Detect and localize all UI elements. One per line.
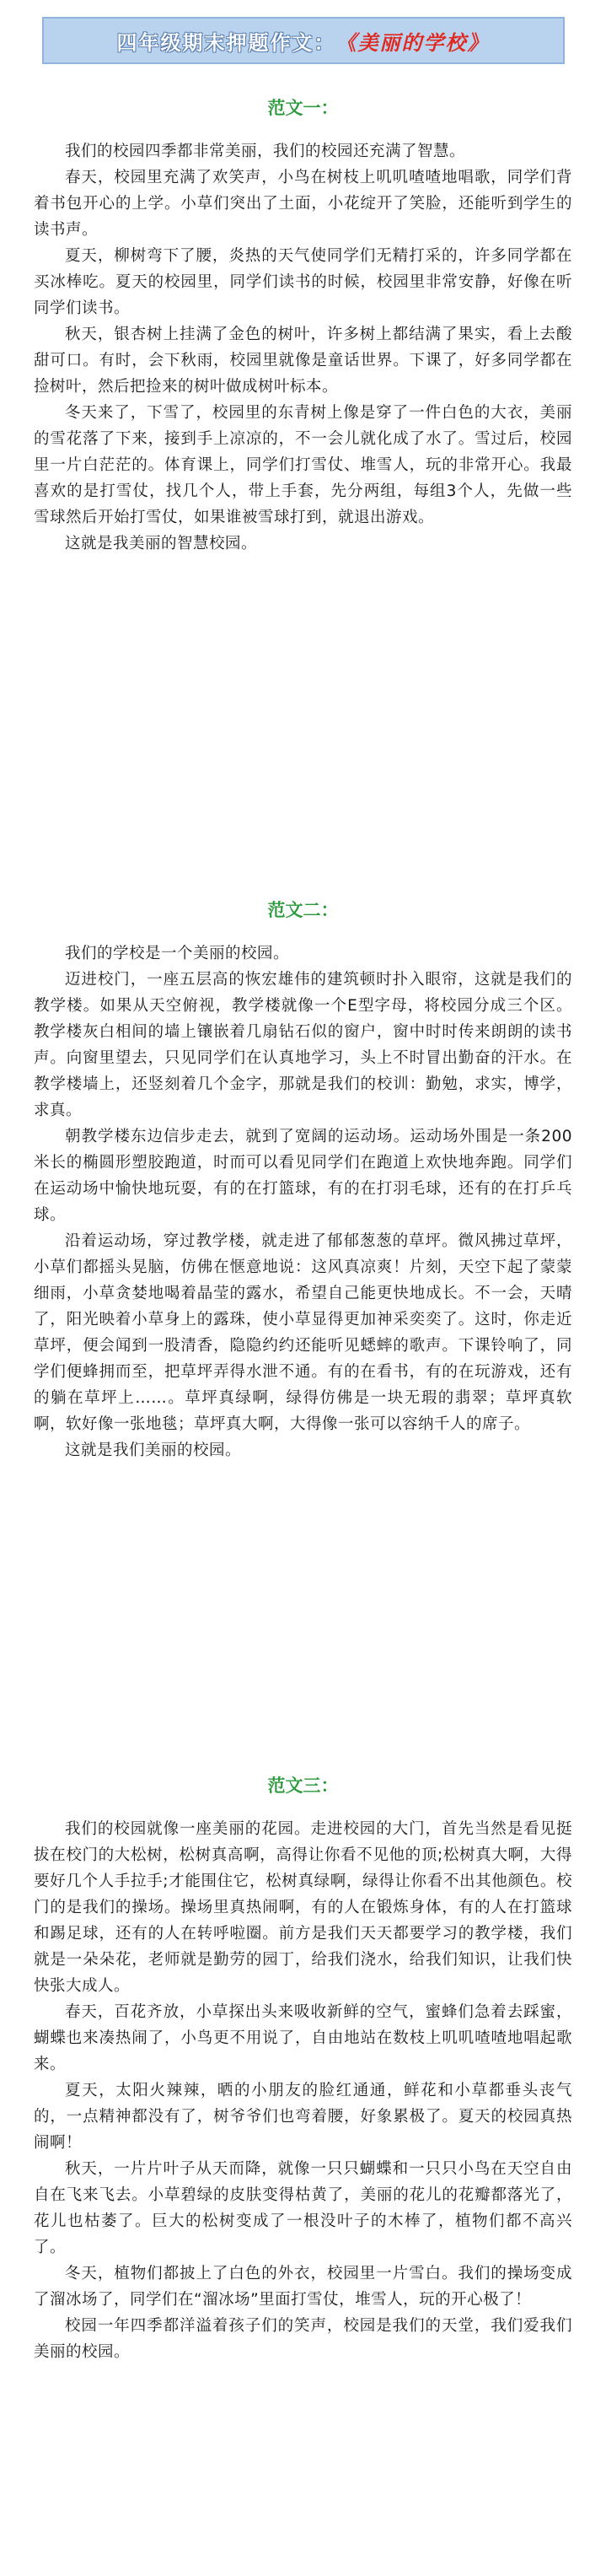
essay-1-paragraph-2: 春天，校园里充满了欢笑声，小鸟在树枝上叽叽喳喳地唱歌，同学们背着书包开心的上学。小草们突出了土面，小花绽开了笑脸，还能听到学生的读书声。 [34, 169, 572, 239]
essay-3-paragraph-3: 夏天，太阳火辣辣，晒的小朋友的脸红通通，鲜花和小草都垂头丧气的，一点精神都没有了，树爷爷们也弯着腰，好象累极了。夏天的校园真热闹啊！ [34, 2082, 572, 2152]
essay-2-paragraph-1: 我们的学校是一个美丽的校园。 [65, 945, 290, 962]
essay-2 [34, 897, 572, 1463]
title-prefix: 四年级期末押题作文： [116, 30, 336, 55]
essay-3-paragraph-6: 校园一年四季都洋溢着孩子们的笑声，校园是我们的天堂，我们爱我们美丽的校园。 [34, 2317, 572, 2361]
essay-3-paragraph-2: 春天，百花齐放，小草探出头来吸收新鲜的空气，蜜蜂们急着去踩蜜，蝴蝶也来凑热闹了，小鸟更不用说了，自由地站在数枝上叽叽喳喳地唱起歌来。 [34, 2003, 572, 2073]
essay-2-paragraph-4: 沿着运动场，穿过教学楼，就走进了郁郁葱葱的草坪。微风拂过草坪，小草们都摇头晃脑，仿佛在惬意地说：这风真凉爽！片刻，天空下起了蒙蒙细雨，小草贪婪地喝着晶莹的露水，希望自己能更快地成长。不一会，天晴了，阳光映着小草身上的露珠，使小草显得更加神采奕奕了。这时，你走近草坪，便会闻到一股清香，隐隐约约还能听见蟋蟀的歌声。下课铃响了，同学们便蜂拥而至，把草坪弄得水泄不通。有的在看书，有的在玩游戏，还有的躺在草坪上……。草坪真绿啊，绿得仿佛是一块无瑕的翡翠；草坪真软啊，软好像一张地毯；草坪真大啊，大得像一张可以容纳千人的席子。 [34, 1232, 572, 1433]
essay-2-paragraph-2: 迈进校门，一座五层高的恢宏雄伟的建筑顿时扑入眼帘，这就是我们的教学楼。如果从天空俯视，教学楼就像一个E型字母，将校园分成三个区。教学楼灰白相间的墙上镶嵌着几扇钻石似的窗户，窗中时时传来朗朗的读书声。向窗里望去，只见同学们在认真地学习，头上不时冒出勤奋的汗水。在教学楼墙上，还竖刻着几个金字，那就是我们的校训：勤勉，求实，博学，求真。 [34, 971, 572, 1119]
article-title-banner [42, 17, 565, 64]
title-topic: 《美丽的学校》 [335, 30, 490, 55]
essay-1-paragraph-5: 冬天来了，下雪了，校园里的东青树上像是穿了一件白色的大衣，美丽的雪花落了下来，接到手上凉凉的，不一会儿就化成了水了。雪过后，校园里一片白茫茫的。体育课上，同学们打雪仗、堆雪人，玩的非常开心。我最喜欢的是打雪仗，找几个人，带上手套，先分两组，每组3个人，先做一些雪球然后开始打雪仗，如果谁被雪球打到，就退出游戏。 [34, 404, 572, 526]
essay-1-heading: 范文一： [267, 98, 339, 118]
essay-3 [34, 1772, 572, 2365]
essay-3-paragraph-5: 冬天，植物们都披上了白色的外衣，校园里一片雪白。我们的操场变成了溜冰场了，同学们在“溜冰场”里面打雪仗，堆雪人，玩的开心极了！ [34, 2265, 572, 2309]
essay-1-paragraph-3: 夏天，柳树弯下了腰，炎热的天气使同学们无精打采的，许多同学都在买冰棒吃。夏天的校园里，同学们读书的时候，校园里非常安静，好像在听同学们读书。 [34, 247, 572, 317]
essay-3-paragraph-4: 秋天，一片片叶子从天而降，就像一只只蝴蝶和一只只小鸟在天空自由自在飞来飞去。小草碧绿的皮肤变得枯黄了，美丽的花儿的花瓣都落光了，花儿也枯萎了。巨大的松树变成了一根没叶子的木棒了，植物们都不高兴了。 [34, 2160, 572, 2256]
essay-1-paragraph-4: 秋天，银杏树上挂满了金色的树叶，许多树上都结满了果实，看上去酸甜可口。有时，会下秋雨，校园里就像是童话世界。下课了，好多同学都在捡树叶，然后把捡来的树叶做成树叶标本。 [34, 326, 572, 396]
essay-2-paragraph-5: 这就是我们美丽的校园。 [65, 1442, 242, 1459]
essay-1-paragraph-6: 这就是我美丽的智慧校园。 [65, 535, 258, 552]
essay-3-heading: 范文三： [267, 1776, 339, 1796]
essay-2-paragraph-3: 朝教学楼东边信步走去，就到了宽阔的运动场。运动场外围是一条200米长的椭圆形塑胶跑道，时而可以看见同学们在跑道上欢快地奔跑。同学们在运动场中愉快地玩耍，有的在打篮球，有的在打羽毛球，还有的在打乒乓球。 [34, 1128, 572, 1224]
essay-1-paragraph-1: 我们的校园四季都非常美丽，我们的校园还充满了智慧。 [65, 143, 466, 160]
essay-1 [34, 94, 572, 557]
essay-3-paragraph-1: 我们的校园就像一座美丽的花园。走进校园的大门，首先当然是看见挺拔在校门的大松树，松树真高啊，高得让你看不见他的顶;松树真大啊，大得要好几个人手拉手;才能围住它，松树真绿啊，绿得让你看不出其他颜色。校门的是我们的操场。操场里真热闹啊，有的人在锻炼身体，有的人在打篮球和踢足球，还有的人在转呼啦圈。前方是我们天天都要学习的教学楼，我们就是一朵朵花，老师就是勤劳的园丁，给我们浇水，给我们知识，让我们快快张大成人。 [34, 1820, 572, 1995]
essay-2-heading: 范文二： [267, 900, 339, 920]
